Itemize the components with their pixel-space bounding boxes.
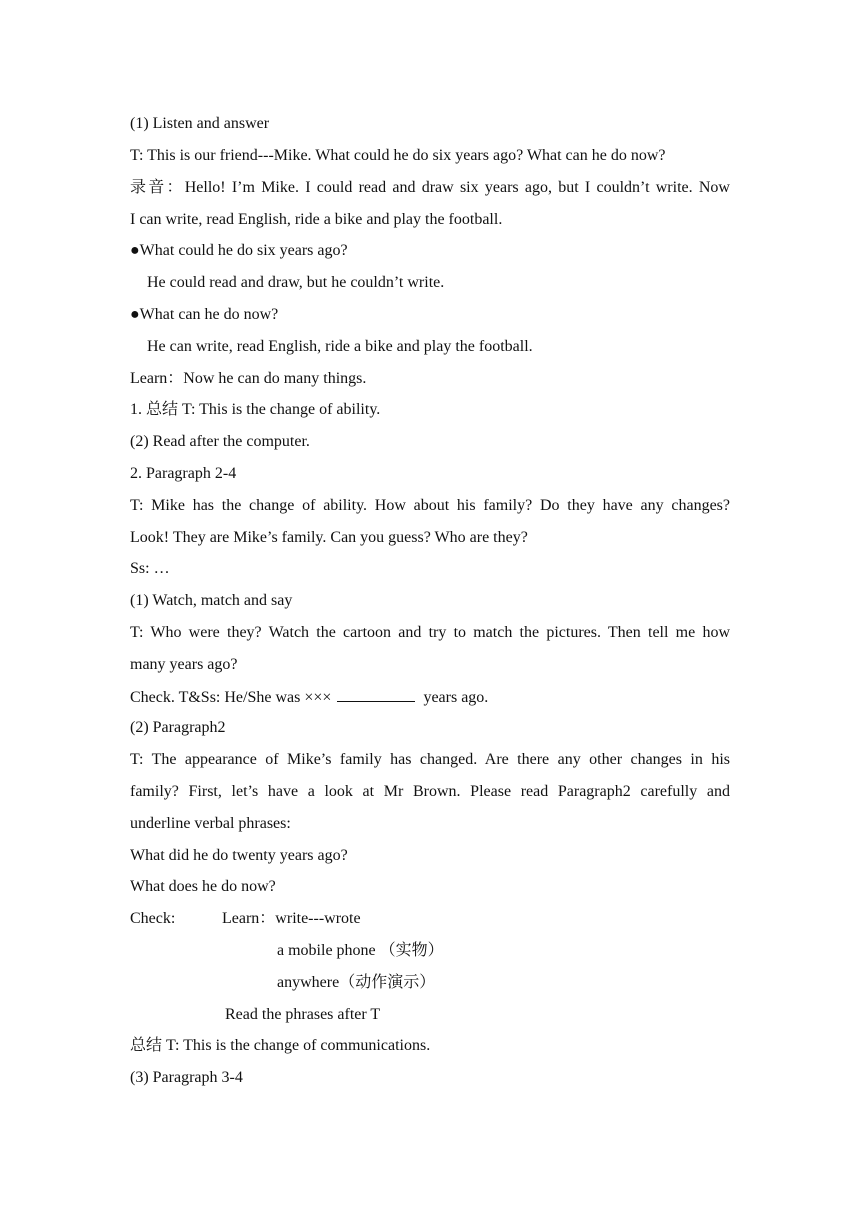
learn-line: Learn：write---wrote [222,910,361,927]
fill-in-line [130,687,730,708]
paragraph-line: I can write, read English, ride a bike and play the football. [130,211,503,228]
paragraph-line: Look! They are Mike’s family. Can you guess? Who are they? [130,529,528,546]
numbered-item: 2. Paragraph 2-4 [130,465,237,482]
paragraph-line: T: Mike has the change of ability. How about his family? Do they have any changes? [130,497,730,514]
instruction-line: Read the phrases after T [225,1006,381,1023]
question-line: What does he do now? [130,878,276,895]
fill-in-suffix: years ago. [423,689,489,706]
paragraph-line: 录音：Hello! I’m Mike. I could read and draw six years ago, but I couldn’t write. Now [130,179,730,196]
paragraph-line: underline verbal phrases: [130,815,291,832]
paragraph-line: Learn：Now he can do many things. [130,370,367,387]
section-heading: (2) Read after the computer. [130,433,310,450]
learn-item: anywhere（动作演示） [277,974,436,991]
learn-item: a mobile phone （实物） [277,942,444,959]
summary-line: 总结 T: This is the change of communications. [130,1037,431,1054]
paragraph-line: family? First, let’s have a look at Mr Brown. Please read Paragraph2 carefully and [130,783,730,800]
bullet-question: ●What can he do now? [130,306,279,323]
bullet-question: ●What could he do six years ago? [130,242,348,259]
question-line: What did he do twenty years ago? [130,847,348,864]
numbered-item: 1. 总结 T: This is the change of ability. [130,401,381,418]
answer-line: He can write, read English, ride a bike and play the football. [147,338,533,355]
answer-line: He could read and draw, but he couldn’t write. [147,274,445,291]
section-heading: (2) Paragraph2 [130,719,226,736]
section-heading: (3) Paragraph 3-4 [130,1069,243,1086]
paragraph-line: T: The appearance of Mike’s family has changed. Are there any other changes in his [130,751,730,768]
paragraph-line: Ss: … [130,560,170,577]
paragraph-line: T: Who were they? Watch the cartoon and try to match the pictures. Then tell me how [130,624,730,641]
fill-in-blank [337,687,415,702]
check-label: Check: [130,910,176,927]
section-heading: (1) Watch, match and say [130,592,293,609]
paragraph-line: T: This is our friend---Mike. What could he do six years ago? What can he do now? [130,147,666,164]
section-heading: (1) Listen and answer [130,115,270,132]
paragraph-line: many years ago? [130,656,238,673]
fill-in-prefix: Check. T&Ss: He/She was ××× [130,689,332,706]
